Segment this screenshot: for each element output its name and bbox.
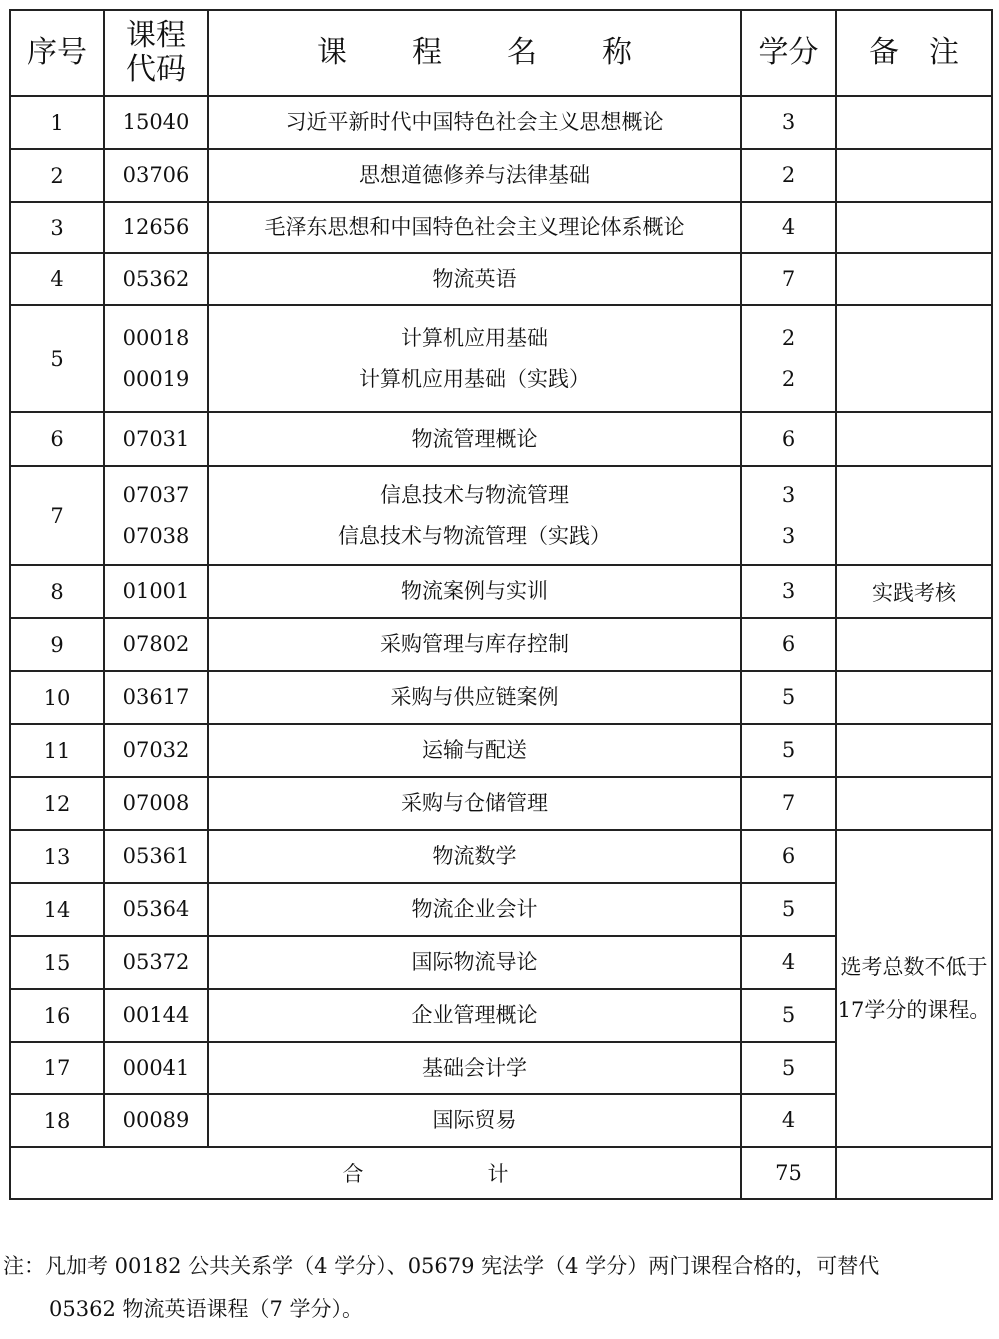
course-code: 01001 <box>122 579 190 603</box>
table-row <box>10 412 992 466</box>
course-name: 采购与供应链案例 <box>390 685 559 709</box>
table-row <box>10 202 992 253</box>
course-code: 07802 <box>122 632 190 656</box>
row-name <box>208 565 741 618</box>
row-remark <box>836 618 992 671</box>
header-name-char: 名 <box>507 35 537 70</box>
row-name <box>208 96 741 149</box>
row-code <box>104 565 208 618</box>
course-name: 基础会计学 <box>422 1055 527 1080</box>
row-name <box>208 466 741 565</box>
course-name: 物流管理概论 <box>411 426 538 451</box>
table-row <box>10 253 992 305</box>
course-credit: 2 <box>781 163 796 187</box>
table-row <box>10 724 992 777</box>
course-credit: 4 <box>781 950 796 974</box>
header-code <box>104 10 208 96</box>
course-code: 00019 <box>122 366 190 391</box>
row-code <box>104 202 208 253</box>
table-row <box>10 149 992 202</box>
course-credit: 2 <box>781 325 796 350</box>
row-credit <box>741 724 836 777</box>
course-name: 毛泽东思想和中国特色社会主义理论体系概论 <box>264 215 685 239</box>
footnote-line2: 05362 物流英语课程（7 学分）。 <box>49 1297 364 1321</box>
row-code <box>104 989 208 1042</box>
course-code: 07037 <box>122 482 190 507</box>
course-name: 国际贸易 <box>432 1108 517 1132</box>
row-no: 6 <box>10 412 104 466</box>
row-remark <box>836 202 992 253</box>
row-code <box>104 412 208 466</box>
row-name <box>208 883 741 936</box>
row-code <box>104 883 208 936</box>
course-code: 07031 <box>122 426 190 451</box>
header-no: 序号 <box>10 10 104 96</box>
header-credit: 学分 <box>741 10 836 96</box>
row-name <box>208 412 741 466</box>
row-code <box>104 830 208 883</box>
row-credit <box>741 1094 836 1147</box>
course-code: 05364 <box>122 897 190 921</box>
header-remark: 备 注 <box>836 10 992 96</box>
course-credit: 7 <box>781 266 796 291</box>
row-no: 1 <box>10 96 104 149</box>
row-no: 13 <box>10 830 104 883</box>
total-label-char: 合 <box>342 1162 364 1186</box>
course-credit: 6 <box>781 844 796 868</box>
table-row <box>10 777 992 830</box>
course-name: 物流企业会计 <box>411 897 538 921</box>
course-name: 运输与配送 <box>422 738 527 762</box>
course-name: 物流英语 <box>432 266 517 291</box>
row-no: 15 <box>10 936 104 989</box>
course-credit: 5 <box>781 897 796 921</box>
course-name: 计算机应用基础（实践） <box>359 366 590 391</box>
header-row <box>10 10 992 96</box>
row-no: 18 <box>10 1094 104 1147</box>
row-credit <box>741 412 836 466</box>
course-code: 03617 <box>122 685 190 709</box>
course-code: 00144 <box>122 1003 190 1027</box>
course-credit: 7 <box>781 791 796 815</box>
row-credit <box>741 466 836 565</box>
row-credit <box>741 989 836 1042</box>
row-no: 11 <box>10 724 104 777</box>
row-name <box>208 305 741 412</box>
course-code: 00018 <box>122 325 190 350</box>
table-row <box>10 565 992 618</box>
table-row <box>10 618 992 671</box>
row-no: 5 <box>10 305 104 412</box>
row-code <box>104 777 208 830</box>
row-name <box>208 149 741 202</box>
course-name: 信息技术与物流管理 <box>380 482 569 507</box>
row-name <box>208 202 741 253</box>
row-credit <box>741 202 836 253</box>
course-code: 03706 <box>122 163 190 187</box>
row-no: 16 <box>10 989 104 1042</box>
row-no: 2 <box>10 149 104 202</box>
row-credit <box>741 1042 836 1094</box>
course-credit: 2 <box>781 366 796 391</box>
row-name <box>208 671 741 724</box>
row-credit <box>741 777 836 830</box>
footnote <box>3 1245 993 1331</box>
elective-remark: 选考总数不低于17学分的课程。 <box>836 830 992 1147</box>
course-code: 05361 <box>122 844 190 868</box>
course-credit: 6 <box>781 426 796 451</box>
header-name-char: 课 <box>317 35 347 70</box>
course-credit: 6 <box>781 632 796 656</box>
course-code: 12656 <box>122 215 190 239</box>
row-name <box>208 1094 741 1147</box>
total-remark <box>836 1147 992 1199</box>
row-credit <box>741 618 836 671</box>
course-credit: 5 <box>781 1003 796 1027</box>
row-code <box>104 936 208 989</box>
course-code: 07008 <box>122 791 190 815</box>
row-no: 17 <box>10 1042 104 1094</box>
row-remark <box>836 777 992 830</box>
row-credit <box>741 883 836 936</box>
row-name <box>208 1042 741 1094</box>
row-code <box>104 466 208 565</box>
row-name <box>208 936 741 989</box>
row-code <box>104 724 208 777</box>
row-credit <box>741 830 836 883</box>
footnote-line1: 注：凡加考 00182 公共关系学（4 学分）、05679 宪法学（4 学分）两门课程合格的，可替代 <box>3 1254 880 1278</box>
course-code: 07032 <box>122 738 190 762</box>
row-no: 7 <box>10 466 104 565</box>
table-row <box>10 671 992 724</box>
row-no: 8 <box>10 565 104 618</box>
total-credit: 75 <box>741 1147 836 1199</box>
course-credit: 4 <box>781 1108 796 1132</box>
row-remark <box>836 96 992 149</box>
course-code: 05362 <box>122 266 190 291</box>
row-remark: 实践考核 <box>836 565 992 618</box>
row-credit <box>741 936 836 989</box>
course-credit: 3 <box>781 523 796 548</box>
course-table <box>9 9 993 1200</box>
row-credit <box>741 305 836 412</box>
row-code <box>104 305 208 412</box>
row-name <box>208 777 741 830</box>
row-credit <box>741 671 836 724</box>
row-remark <box>836 412 992 466</box>
total-label <box>10 1147 741 1199</box>
row-credit <box>741 565 836 618</box>
header-name-char: 程 <box>412 35 442 70</box>
row-code <box>104 1094 208 1147</box>
total-row <box>10 1147 992 1199</box>
row-name <box>208 830 741 883</box>
course-code: 05372 <box>122 950 190 974</box>
header-code-line1: 课程 <box>126 18 186 53</box>
table-row <box>10 830 992 883</box>
course-name: 物流案例与实训 <box>401 579 548 603</box>
course-name: 国际物流导论 <box>411 950 538 974</box>
row-no: 14 <box>10 883 104 936</box>
row-credit <box>741 96 836 149</box>
course-code: 00089 <box>122 1108 190 1132</box>
course-name: 采购管理与库存控制 <box>380 632 569 656</box>
row-no: 4 <box>10 253 104 305</box>
course-name: 计算机应用基础 <box>401 325 548 350</box>
row-name <box>208 253 741 305</box>
row-credit <box>741 253 836 305</box>
row-remark <box>836 671 992 724</box>
course-code: 00041 <box>122 1055 190 1080</box>
table-row <box>10 305 992 412</box>
row-credit <box>741 149 836 202</box>
table-row <box>10 466 992 565</box>
row-remark <box>836 305 992 412</box>
row-code <box>104 1042 208 1094</box>
course-credit: 5 <box>781 1055 796 1080</box>
header-name-char: 称 <box>602 35 632 70</box>
course-code: 07038 <box>122 523 190 548</box>
header-code-line2: 代码 <box>126 52 186 87</box>
row-name <box>208 724 741 777</box>
course-name: 企业管理概论 <box>411 1003 538 1027</box>
row-name <box>208 618 741 671</box>
table-row <box>10 96 992 149</box>
course-credit: 4 <box>781 215 796 239</box>
row-code <box>104 253 208 305</box>
row-code <box>104 671 208 724</box>
row-remark <box>836 149 992 202</box>
course-name: 习近平新时代中国特色社会主义思想概论 <box>285 110 664 134</box>
row-no: 12 <box>10 777 104 830</box>
row-code <box>104 618 208 671</box>
row-remark <box>836 466 992 565</box>
row-code <box>104 149 208 202</box>
course-credit: 3 <box>781 110 796 134</box>
course-name: 思想道德修养与法律基础 <box>359 163 590 187</box>
row-code <box>104 96 208 149</box>
course-credit: 3 <box>781 482 796 507</box>
course-name: 信息技术与物流管理（实践） <box>338 523 611 548</box>
row-name <box>208 989 741 1042</box>
row-no: 10 <box>10 671 104 724</box>
row-no: 3 <box>10 202 104 253</box>
course-code: 15040 <box>122 110 190 134</box>
header-name <box>208 10 741 96</box>
row-remark <box>836 253 992 305</box>
course-credit: 5 <box>781 738 796 762</box>
course-name: 物流数学 <box>432 844 517 868</box>
course-credit: 5 <box>781 685 796 709</box>
course-name: 采购与仓储管理 <box>401 791 548 815</box>
row-no: 9 <box>10 618 104 671</box>
total-label-char: 计 <box>487 1162 509 1186</box>
course-credit: 3 <box>781 579 796 603</box>
row-remark <box>836 724 992 777</box>
